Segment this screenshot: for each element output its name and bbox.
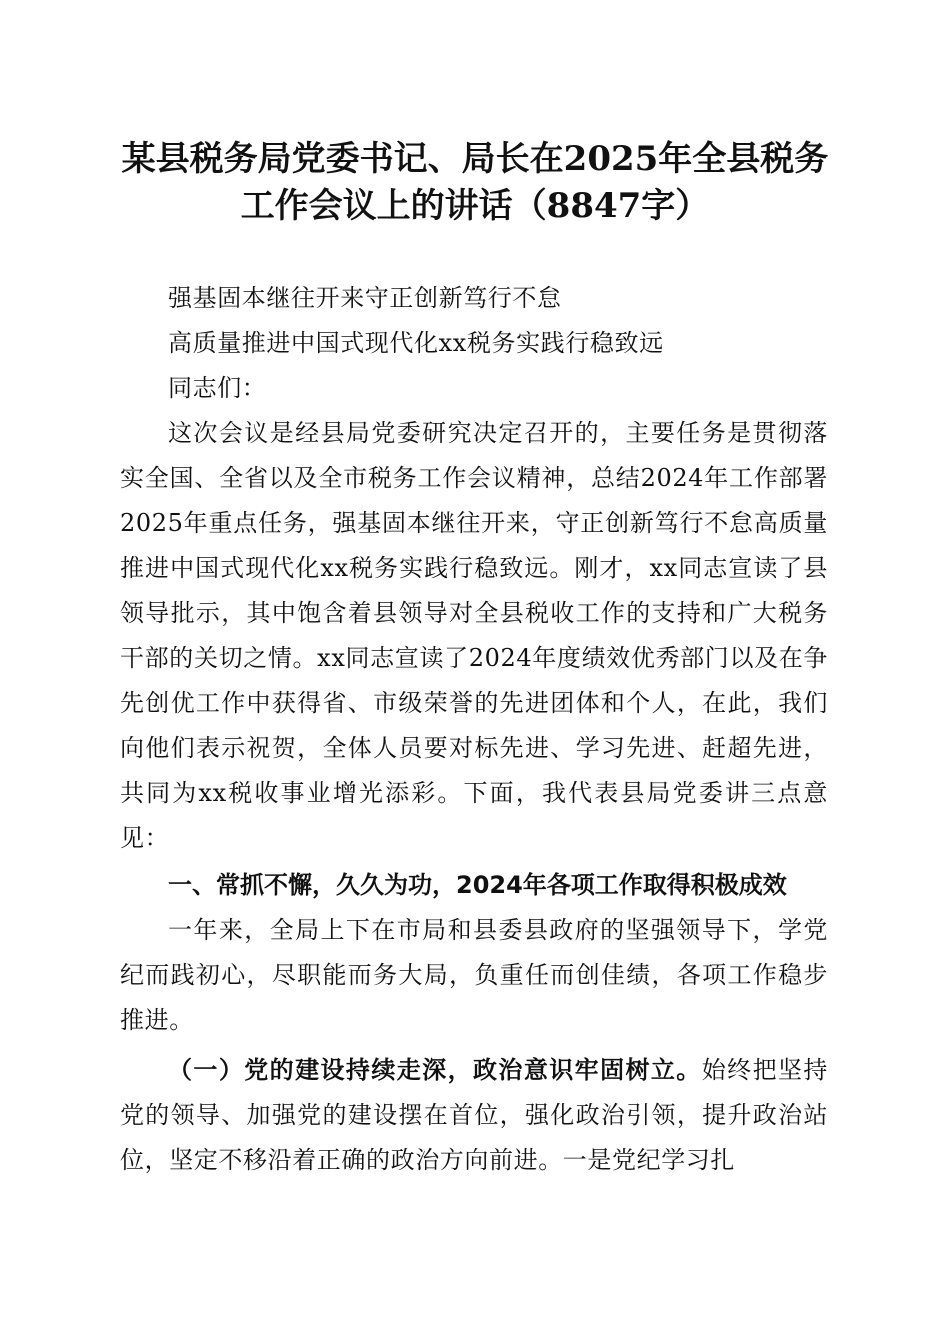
section-1-heading: 一、常抓不懈，久久为功，2024年各项工作取得积极成效 xyxy=(168,871,787,899)
subtitle-line-2: 高质量推进中国式现代化xx税务实践行稳致远 xyxy=(168,329,664,357)
subsection-1-text: 始终把坚持党的领导、加强党的建设摆在首位，强化政治引领，提升政治站位，坚定不移沿着正确的政治方向前进。一是党纪学习扎 xyxy=(120,1056,828,1174)
intro-paragraph: 这次会议是经县局党委研究决定召开的，主要任务是贯彻落实全国、全省以及全市税务工作会议精神，总结2024年工作部署2025年重点任务，强基固本继往开来，守正创新笃行不怠高质量推进中国式现代化xx税务实践行稳致远。刚才，xx同志宣读了县领导批示，其中饱含着县领导对全县税收工作的支持和广大税务干部的关切之情。xx同志宣读了2024年度绩效优秀部门以及在争先创优工作中获得省、市级荣誉的先进团体和个人，在此，我们向他们表示祝贺，全体人员要对标先进、学习先进、赶超先进，共同为xx税收事业增光添彩。下面，我代表县局党委讲三点意见： xyxy=(120,419,828,852)
section-1-paragraph: 一年来，全局上下在市局和县委县政府的坚强领导下，学党纪而践初心，尽职能而务大局，负重任而创佳绩，各项工作稳步推进。 xyxy=(120,916,828,1034)
subsection-1-heading: （一）党的建设持续走深，政治意识牢固树立。 xyxy=(168,1055,702,1084)
salutation: 同志们： xyxy=(168,374,267,402)
subtitle-line-1: 强基固本继往开来守正创新笃行不怠 xyxy=(168,284,562,312)
subsection-1-paragraph xyxy=(120,1047,828,1183)
document-body xyxy=(120,276,828,1183)
document-title: 某县税务局党委书记、局长在2025年全县税务工作会议上的讲话（8847字） xyxy=(121,139,829,226)
